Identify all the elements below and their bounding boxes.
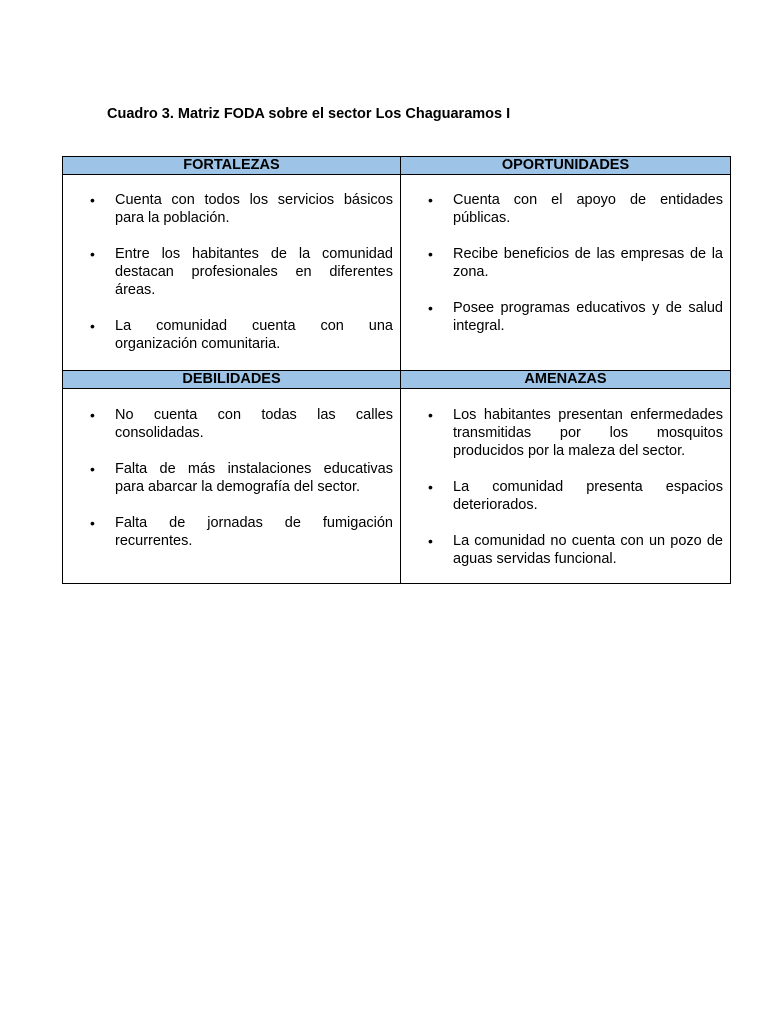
bullet-icon: • (90, 461, 95, 477)
list-item-text: Cuenta con todos los servicios básicos para la población. (115, 192, 393, 226)
list-item (90, 317, 393, 353)
list-item-text: La comunidad presenta espacios deteriorados. (453, 479, 723, 513)
list-item-text: Posee programas educativos y de salud integral. (453, 300, 723, 334)
list-item-text: Falta de jornadas de fumigación recurrentes. (115, 515, 393, 549)
bullet-icon: • (428, 192, 433, 208)
bullet-icon: • (428, 533, 433, 549)
list-item (428, 532, 723, 568)
content-row-top (63, 175, 731, 371)
bullet-icon: • (90, 246, 95, 262)
list-item (428, 245, 723, 281)
cell-amenazas (401, 389, 731, 584)
table-caption: Cuadro 3. Matriz FODA sobre el sector Los Chaguaramos I (107, 106, 511, 122)
cell-fortalezas (63, 175, 401, 371)
cell-oportunidades (401, 175, 731, 371)
bullet-icon: • (90, 515, 95, 531)
header-row-top (63, 157, 731, 175)
foda-matrix-table (62, 156, 731, 584)
bullet-icon: • (428, 246, 433, 262)
list-item (90, 406, 393, 442)
list-item (90, 191, 393, 227)
bullet-icon: • (90, 192, 95, 208)
cell-debilidades (63, 389, 401, 584)
list-item-text: Cuenta con el apoyo de entidades públicas. (453, 192, 723, 226)
list-item (428, 299, 723, 335)
list-item-text: Falta de más instalaciones educativas para abarcar la demografía del sector. (115, 461, 393, 495)
bullet-icon: • (90, 407, 95, 423)
header-oportunidades: OPORTUNIDADES (401, 157, 731, 175)
content-row-bottom (63, 389, 731, 584)
list-item (428, 191, 723, 227)
list-item-text: La comunidad no cuenta con un pozo de aguas servidas funcional. (453, 533, 723, 567)
bullet-icon: • (428, 407, 433, 423)
list-item (428, 406, 723, 460)
list-item-text: Los habitantes presentan enfermedades transmitidas por los mosquitos producidos por la maleza del sector. (453, 407, 723, 459)
list-item-text: No cuenta con todas las calles consolidadas. (115, 407, 393, 441)
list-item (90, 460, 393, 496)
header-row-bottom (63, 371, 731, 389)
list-item (90, 514, 393, 550)
list-item (428, 478, 723, 514)
amenazas-list (401, 389, 730, 583)
fortalezas-list (63, 175, 400, 370)
header-amenazas: AMENAZAS (401, 371, 731, 389)
bullet-icon: • (428, 300, 433, 316)
header-fortalezas: FORTALEZAS (63, 157, 401, 175)
oportunidades-list (401, 175, 730, 352)
list-item (90, 245, 393, 299)
debilidades-list (63, 389, 400, 565)
list-item-text: Recibe beneficios de las empresas de la zona. (453, 246, 723, 280)
list-item-text: La comunidad cuenta con una organización comunitaria. (115, 318, 393, 352)
bullet-icon: • (428, 479, 433, 495)
header-debilidades: DEBILIDADES (63, 371, 401, 389)
list-item-text: Entre los habitantes de la comunidad destacan profesionales en diferentes áreas. (115, 246, 393, 298)
bullet-icon: • (90, 318, 95, 334)
